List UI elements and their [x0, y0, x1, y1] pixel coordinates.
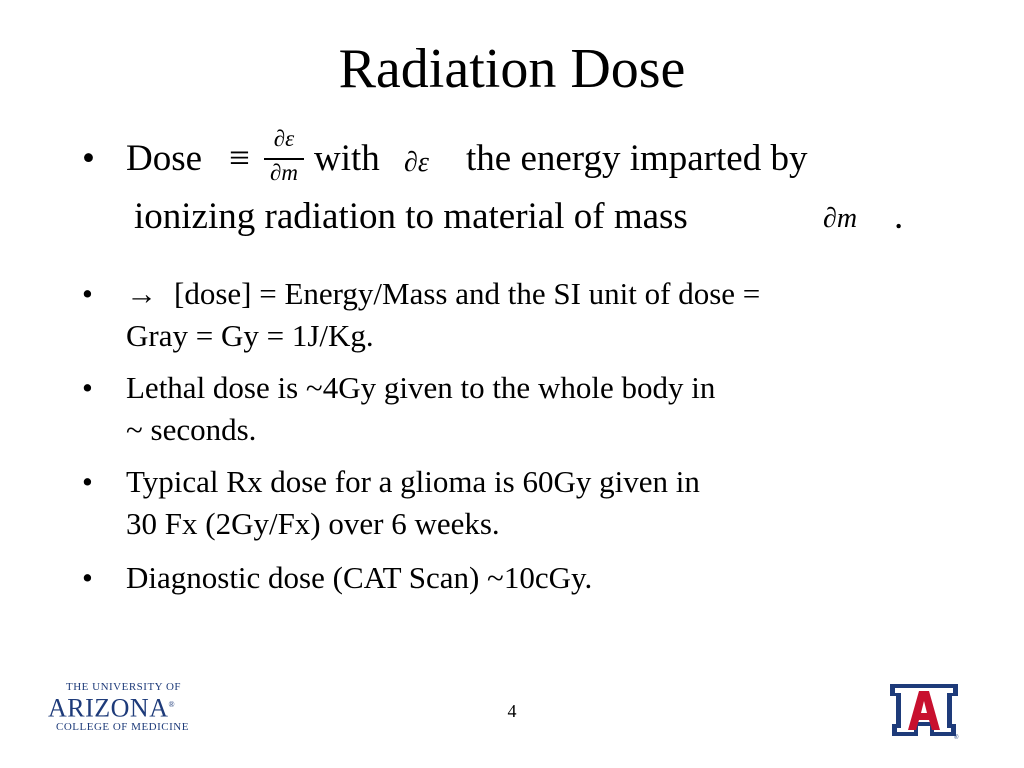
bullet4-line1: Typical Rx dose for a glioma is 60Gy given in [126, 464, 700, 499]
bullet-marker: • [82, 276, 93, 311]
page-number: 4 [507, 701, 517, 721]
bullet-lethal-dose [82, 368, 962, 452]
fraction-denominator: ∂m [270, 160, 298, 185]
fraction-numerator: ∂ε [273, 126, 295, 151]
bullet5-line1: Diagnostic dose (CAT Scan) ~10cGy. [126, 560, 593, 595]
logo-university-of: THE UNIVERSITY OF [66, 681, 182, 693]
bullet-marker: • [82, 560, 93, 595]
bullet4-line2: 30 Fx (2Gy/Fx) over 6 weeks. [126, 506, 500, 541]
block-a-logo-icon [888, 680, 960, 740]
bullet3-line2: ~ seconds. [126, 412, 257, 447]
bullet3-line1: Lethal dose is ~4Gy given to the whole body in [126, 370, 716, 405]
bullet2-line2: Gray = Gy = 1J/Kg. [126, 318, 374, 353]
logo-college-of-medicine: COLLEGE OF MEDICINE [56, 721, 189, 733]
bullet2-line1: [dose] = Energy/Mass and the SI unit of dose = [174, 276, 761, 311]
arrow-icon: → [126, 276, 157, 311]
university-logo [48, 681, 188, 737]
bullet1-line2: ionizing radiation to material of mass [134, 196, 688, 237]
logo-arizona-text: ARIZONA [48, 693, 169, 723]
bullet-dose-definition [82, 126, 962, 237]
slide-title: Radiation Dose [338, 38, 686, 100]
bullet1-line1-rest: the energy imparted by [466, 138, 808, 179]
registered-mark: ® [168, 700, 176, 709]
partial-epsilon: ∂ε [404, 147, 429, 178]
equivalence-symbol: ≡ [229, 138, 250, 179]
dose-word: Dose [126, 138, 203, 179]
logo-arizona-wordmark [48, 690, 175, 724]
block-a-registered-mark: ® [954, 735, 959, 740]
partial-m: ∂m [823, 203, 858, 234]
bullet-si-unit [82, 274, 962, 358]
bullet1-period: . [894, 196, 904, 237]
bullet-marker: • [82, 370, 93, 405]
word-with: with [314, 138, 380, 179]
bullet-marker: • [82, 464, 93, 499]
bullet-typical-rx-dose [82, 462, 962, 546]
bullet-marker: • [82, 138, 95, 179]
bullet-diagnostic-dose [82, 558, 962, 600]
